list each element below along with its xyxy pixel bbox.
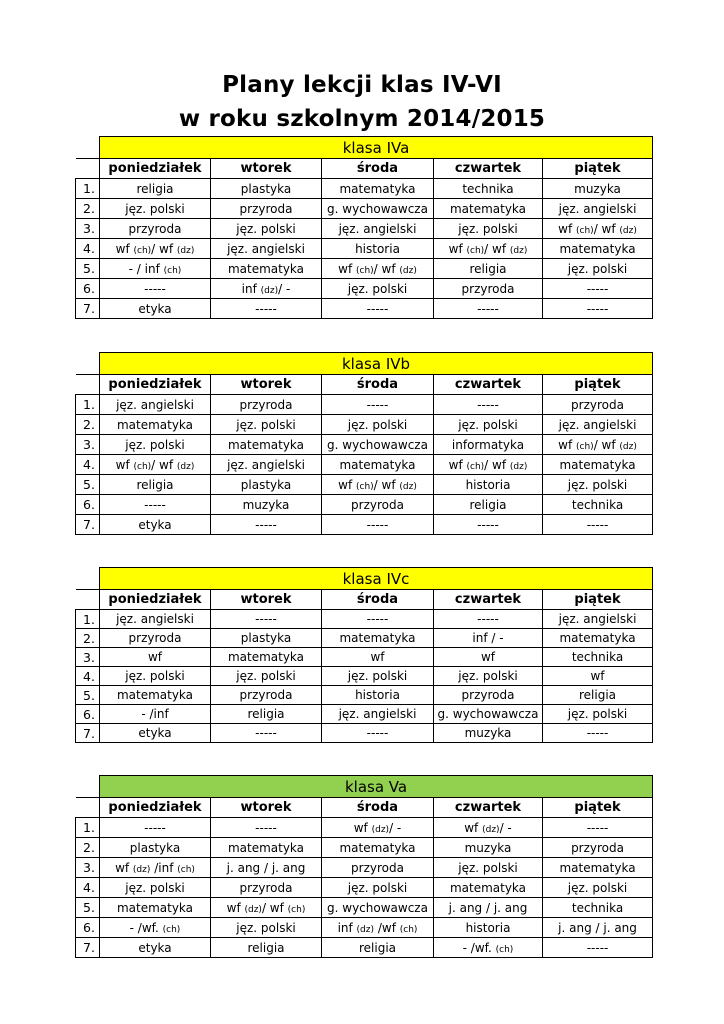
table-row [76, 648, 653, 667]
lesson-cell: jęz. polski [211, 667, 322, 686]
lesson-cell: przyroda [543, 838, 653, 858]
lesson-number: 3. [76, 648, 100, 667]
lesson-cell: ----- [543, 724, 653, 743]
lesson-number: 4. [76, 239, 100, 259]
lesson-cell: jęz. angielski [211, 239, 322, 259]
lesson-cell: wf (ch)/ wf (dz) [322, 475, 434, 495]
day-header: czwartek [434, 798, 543, 818]
table-row [76, 858, 653, 878]
lesson-number: 3. [76, 219, 100, 239]
lesson-cell: matematyka [100, 898, 211, 918]
lesson-cell: technika [543, 648, 653, 667]
table-row [76, 686, 653, 705]
lesson-cell: wf (ch)/ wf (dz) [322, 259, 434, 279]
lesson-cell: przyroda [322, 858, 434, 878]
schedule-table-ivb [75, 352, 653, 535]
lesson-cell: historia [322, 686, 434, 705]
lesson-cell: przyroda [211, 878, 322, 898]
lesson-number: 2. [76, 629, 100, 648]
lesson-number: 7. [76, 515, 100, 535]
lesson-cell: historia [434, 475, 543, 495]
lesson-cell: jęz. polski [211, 219, 322, 239]
day-header: wtorek [211, 590, 322, 610]
lesson-number: 4. [76, 455, 100, 475]
lesson-cell: wf (dz)/ - [322, 818, 434, 838]
table-row [76, 724, 653, 743]
day-header: poniedziałek [100, 590, 211, 610]
lesson-cell: inf / - [434, 629, 543, 648]
table-row [76, 415, 653, 435]
lesson-number: 4. [76, 667, 100, 686]
lesson-cell: ----- [434, 610, 543, 629]
lesson-cell: matematyka [322, 838, 434, 858]
lesson-cell: ----- [434, 395, 543, 415]
day-header: czwartek [434, 590, 543, 610]
lesson-cell: historia [434, 918, 543, 938]
lesson-cell: matematyka [322, 179, 434, 199]
schedule-table-va [75, 775, 653, 958]
lesson-cell: matematyka [322, 455, 434, 475]
day-header: piątek [543, 375, 653, 395]
table-row [76, 667, 653, 686]
day-header: wtorek [211, 375, 322, 395]
lesson-cell: wf (ch)/ wf (dz) [100, 239, 211, 259]
lesson-cell: g. wychowawcza [434, 705, 543, 724]
lesson-cell: jęz. angielski [543, 610, 653, 629]
lesson-cell: jęz. polski [322, 415, 434, 435]
lesson-cell: matematyka [543, 858, 653, 878]
table-row [76, 515, 653, 535]
table-row [76, 705, 653, 724]
lesson-cell: religia [100, 475, 211, 495]
day-header: piątek [543, 159, 653, 179]
day-header: piątek [543, 798, 653, 818]
lesson-cell: j. ang / j. ang [434, 898, 543, 918]
table-row [76, 259, 653, 279]
lesson-cell: matematyka [543, 239, 653, 259]
table-row [76, 395, 653, 415]
lesson-cell: wf (dz) /inf (ch) [100, 858, 211, 878]
lesson-cell: wf [100, 648, 211, 667]
lesson-number: 6. [76, 279, 100, 299]
lesson-cell: przyroda [100, 629, 211, 648]
table-row [76, 629, 653, 648]
lesson-cell: plastyka [100, 838, 211, 858]
lesson-cell: jęz. polski [543, 878, 653, 898]
lesson-number: 2. [76, 415, 100, 435]
day-header: poniedziałek [100, 375, 211, 395]
lesson-cell: - /wf. (ch) [100, 918, 211, 938]
lesson-cell: etyka [100, 515, 211, 535]
lesson-number: 6. [76, 918, 100, 938]
lesson-number: 5. [76, 686, 100, 705]
lesson-cell: ----- [211, 724, 322, 743]
lesson-cell: muzyka [434, 838, 543, 858]
lesson-number: 5. [76, 259, 100, 279]
lesson-cell: ----- [211, 610, 322, 629]
lesson-cell: - /wf. (ch) [434, 938, 543, 958]
lesson-cell: wf (ch)/ wf (dz) [100, 455, 211, 475]
lesson-number: 6. [76, 705, 100, 724]
lesson-number: 7. [76, 724, 100, 743]
table-row [76, 878, 653, 898]
lesson-cell: jęz. polski [100, 199, 211, 219]
table-row [76, 838, 653, 858]
lesson-cell: religia [322, 938, 434, 958]
lesson-cell: ----- [434, 515, 543, 535]
lesson-cell: religia [211, 938, 322, 958]
lesson-number: 2. [76, 838, 100, 858]
lesson-cell: inf (dz) /wf (ch) [322, 918, 434, 938]
lesson-cell: jęz. polski [543, 475, 653, 495]
lesson-cell: matematyka [211, 435, 322, 455]
lesson-cell: religia [100, 179, 211, 199]
lesson-cell: jęz. polski [211, 918, 322, 938]
lesson-cell: matematyka [543, 455, 653, 475]
lesson-cell: etyka [100, 938, 211, 958]
lesson-number: 3. [76, 858, 100, 878]
lesson-cell: g. wychowawcza [322, 435, 434, 455]
lesson-cell: wf (dz)/ - [434, 818, 543, 838]
day-header: środa [322, 590, 434, 610]
lesson-cell: przyroda [543, 395, 653, 415]
lesson-cell: muzyka [211, 495, 322, 515]
lesson-cell: wf [322, 648, 434, 667]
lesson-cell: przyroda [211, 686, 322, 705]
lesson-number: 6. [76, 495, 100, 515]
day-header: poniedziałek [100, 798, 211, 818]
lesson-cell: jęz. angielski [543, 199, 653, 219]
lesson-cell: ----- [322, 724, 434, 743]
table-row [76, 455, 653, 475]
class-header: klasa IVb [100, 353, 653, 375]
lesson-cell: ----- [322, 395, 434, 415]
lesson-cell: jęz. polski [322, 878, 434, 898]
day-header: środa [322, 375, 434, 395]
lesson-cell: matematyka [434, 878, 543, 898]
lesson-number: 1. [76, 818, 100, 838]
lesson-cell: plastyka [211, 629, 322, 648]
lesson-cell: przyroda [322, 495, 434, 515]
class-header: klasa IVa [100, 137, 653, 159]
lesson-cell: przyroda [211, 395, 322, 415]
lesson-cell: ----- [322, 515, 434, 535]
lesson-cell: inf (dz)/ - [211, 279, 322, 299]
lesson-cell: przyroda [434, 279, 543, 299]
lesson-cell: ----- [543, 279, 653, 299]
lesson-cell: matematyka [100, 686, 211, 705]
lesson-cell: historia [322, 239, 434, 259]
lesson-number: 5. [76, 475, 100, 495]
lesson-cell: ----- [543, 299, 653, 319]
lesson-cell: religia [543, 686, 653, 705]
lesson-cell: ----- [100, 495, 211, 515]
lesson-cell: jęz. polski [100, 435, 211, 455]
lesson-cell: plastyka [211, 179, 322, 199]
schedule-table-iva [75, 136, 653, 319]
lesson-cell: ----- [211, 515, 322, 535]
table-row [76, 495, 653, 515]
day-header: środa [322, 798, 434, 818]
lesson-cell: jęz. polski [434, 667, 543, 686]
lesson-cell: g. wychowawcza [322, 199, 434, 219]
table-row [76, 219, 653, 239]
page-title-line2: w roku szkolnym 2014/2015 [178, 106, 546, 132]
table-row [76, 179, 653, 199]
lesson-cell: ----- [100, 818, 211, 838]
day-header: wtorek [211, 798, 322, 818]
lesson-number: 1. [76, 610, 100, 629]
lesson-cell: matematyka [100, 415, 211, 435]
table-row [76, 475, 653, 495]
lesson-number: 1. [76, 395, 100, 415]
lesson-number: 3. [76, 435, 100, 455]
lesson-cell: jęz. angielski [100, 610, 211, 629]
lesson-cell: religia [211, 705, 322, 724]
lesson-cell: religia [434, 495, 543, 515]
day-header: środa [322, 159, 434, 179]
lesson-cell: muzyka [434, 724, 543, 743]
lesson-cell: matematyka [211, 648, 322, 667]
lesson-cell: - / inf (ch) [100, 259, 211, 279]
table-row [76, 938, 653, 958]
lesson-cell: informatyka [434, 435, 543, 455]
lesson-cell: etyka [100, 299, 211, 319]
lesson-cell: jęz. polski [543, 259, 653, 279]
lesson-cell: jęz. polski [322, 667, 434, 686]
lesson-cell: wf [543, 667, 653, 686]
table-row [76, 279, 653, 299]
lesson-cell: jęz. angielski [100, 395, 211, 415]
table-row [76, 239, 653, 259]
class-header: klasa IVc [100, 568, 653, 590]
lesson-cell: ----- [543, 818, 653, 838]
table-row [76, 918, 653, 938]
page-title-line1: Plany lekcji klas IV-VI [222, 72, 502, 98]
lesson-cell: g. wychowawcza [322, 898, 434, 918]
lesson-cell: - /inf [100, 705, 211, 724]
class-header: klasa Va [100, 776, 653, 798]
lesson-cell: matematyka [434, 199, 543, 219]
lesson-cell: jęz. angielski [543, 415, 653, 435]
lesson-cell: ----- [322, 299, 434, 319]
table-row [76, 435, 653, 455]
lesson-cell: jęz. polski [543, 705, 653, 724]
lesson-number: 1. [76, 179, 100, 199]
lesson-cell: matematyka [211, 259, 322, 279]
lesson-cell: matematyka [211, 838, 322, 858]
lesson-cell: matematyka [543, 629, 653, 648]
lesson-number: 2. [76, 199, 100, 219]
lesson-cell: ----- [211, 818, 322, 838]
lesson-cell: plastyka [211, 475, 322, 495]
lesson-cell: wf [434, 648, 543, 667]
lesson-cell: wf (ch)/ wf (dz) [543, 435, 653, 455]
day-header: piątek [543, 590, 653, 610]
lesson-cell: jęz. polski [100, 878, 211, 898]
lesson-number: 7. [76, 938, 100, 958]
day-header: wtorek [211, 159, 322, 179]
day-header: poniedziałek [100, 159, 211, 179]
lesson-cell: wf (ch)/ wf (dz) [434, 239, 543, 259]
lesson-cell: jęz. angielski [322, 705, 434, 724]
lesson-cell: jęz. polski [100, 667, 211, 686]
lesson-cell: przyroda [211, 199, 322, 219]
lesson-cell: j. ang / j. ang [211, 858, 322, 878]
table-row [76, 898, 653, 918]
lesson-cell: wf (ch)/ wf (dz) [543, 219, 653, 239]
lesson-cell: etyka [100, 724, 211, 743]
lesson-cell: ----- [543, 515, 653, 535]
lesson-cell: jęz. polski [434, 219, 543, 239]
day-header: czwartek [434, 159, 543, 179]
lesson-number: 5. [76, 898, 100, 918]
lesson-cell: wf (ch)/ wf (dz) [434, 455, 543, 475]
table-row [76, 199, 653, 219]
table-row [76, 610, 653, 629]
lesson-cell: jęz. polski [322, 279, 434, 299]
lesson-cell: ----- [100, 279, 211, 299]
lesson-cell: ----- [434, 299, 543, 319]
lesson-cell: jęz. polski [211, 415, 322, 435]
lesson-cell: ----- [543, 938, 653, 958]
lesson-cell: technika [434, 179, 543, 199]
lesson-cell: jęz. polski [434, 415, 543, 435]
lesson-cell: muzyka [543, 179, 653, 199]
table-row [76, 299, 653, 319]
lesson-cell: przyroda [100, 219, 211, 239]
lesson-cell: przyroda [434, 686, 543, 705]
lesson-cell: ----- [211, 299, 322, 319]
lesson-cell: j. ang / j. ang [543, 918, 653, 938]
lesson-number: 4. [76, 878, 100, 898]
lesson-cell: wf (dz)/ wf (ch) [211, 898, 322, 918]
lesson-cell: religia [434, 259, 543, 279]
schedule-table-ivc [75, 567, 653, 743]
lesson-cell: matematyka [322, 629, 434, 648]
lesson-cell: jęz. angielski [211, 455, 322, 475]
lesson-cell: ----- [322, 610, 434, 629]
lesson-number: 7. [76, 299, 100, 319]
lesson-cell: jęz. angielski [322, 219, 434, 239]
table-row [76, 818, 653, 838]
lesson-cell: technika [543, 495, 653, 515]
lesson-cell: jęz. polski [434, 858, 543, 878]
day-header: czwartek [434, 375, 543, 395]
lesson-cell: technika [543, 898, 653, 918]
